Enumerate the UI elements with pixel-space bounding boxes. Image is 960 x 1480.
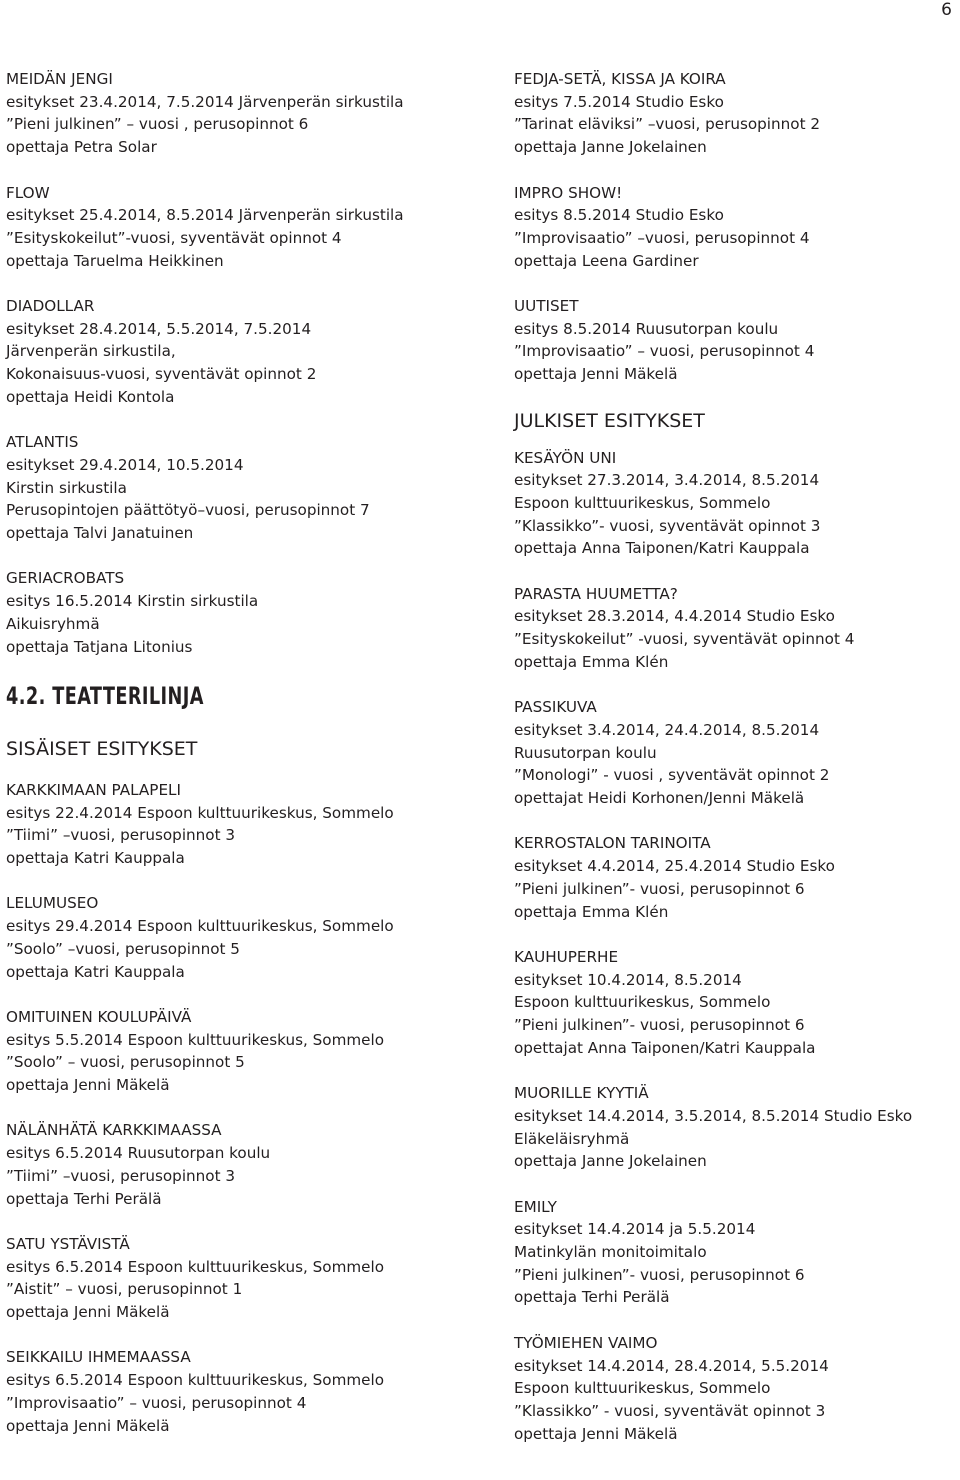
performance-detail-line: opettaja Terhi Perälä	[514, 1288, 670, 1307]
performance-title: MEIDÄN JENGI	[6, 70, 113, 88]
performance-detail-line: opettaja Jenni Mäkelä	[514, 365, 678, 384]
performance-title: PASSIKUVA	[514, 698, 597, 717]
performance-detail-line: ”Esityskokeilut”-vuosi, syventävät opinnot 4	[6, 228, 342, 247]
performance-entry	[514, 295, 954, 386]
performance-detail-line: Espoon kulttuurikeskus, Sommelo	[514, 993, 771, 1012]
performance-entry	[6, 1346, 496, 1437]
performance-detail-line: esitys 6.5.2014 Ruusutorpan koulu	[6, 1144, 271, 1163]
performance-detail-line: esitykset 28.3.2014, 4.4.2014 Studio Esko	[514, 607, 835, 626]
performance-detail-line: ”Pieni julkinen” – vuosi , perusopinnot 6	[6, 115, 309, 134]
performance-detail-line: ”Klassikko”- vuosi, syventävät opinnot 3	[514, 516, 821, 535]
performance-detail-line: esitykset 29.4.2014, 10.5.2014	[6, 455, 244, 474]
performance-detail-line: Kirstin sirkustila	[6, 478, 127, 497]
performance-entry	[6, 68, 496, 159]
performance-detail-line: opettaja Jenni Mäkelä	[514, 1424, 678, 1443]
performance-entry	[514, 1196, 954, 1310]
sisaiset-heading: SISÄISET ESITYKSET	[6, 737, 198, 760]
right-column	[514, 68, 954, 1468]
performance-detail-line: opettaja Jenni Mäkelä	[6, 1303, 170, 1322]
performance-detail-line: Kokonaisuus-vuosi, syventävät opinnot 2	[6, 365, 317, 384]
performance-title: IMPRO SHOW!	[514, 183, 623, 202]
performance-title: FEDJA-SETÄ, KISSA JA KOIRA	[514, 70, 726, 88]
performance-entry	[514, 946, 954, 1060]
performance-entry	[514, 182, 954, 273]
performance-detail-line: esitys 22.4.2014 Espoon kulttuurikeskus, Sommelo	[6, 803, 394, 822]
performance-detail-line: opettaja Janne Jokelainen	[514, 1152, 707, 1171]
performance-title: KAUHUPERHE	[514, 947, 619, 966]
performance-entry	[514, 696, 954, 810]
performance-detail-line: opettaja Terhi Perälä	[6, 1189, 162, 1208]
performance-detail-line: opettaja Heidi Kontola	[6, 387, 175, 406]
performance-detail-line: esitys 7.5.2014 Studio Esko	[514, 92, 724, 111]
performance-detail-line: ”Tiimi” –vuosi, perusopinnot 3	[6, 1166, 236, 1185]
performance-detail-line: esitykset 10.4.2014, 8.5.2014	[514, 970, 742, 989]
performance-detail-line: Aikuisryhmä	[6, 614, 100, 633]
performance-entry	[514, 1082, 954, 1173]
performance-detail-line: opettaja Talvi Janatuinen	[6, 524, 194, 543]
performance-detail-line: opettaja Tatjana Litonius	[6, 637, 193, 656]
performance-entry	[6, 567, 496, 658]
performance-entry	[514, 832, 954, 923]
performance-entry	[514, 583, 954, 674]
performance-title: OMITUINEN KOULUPÄIVÄ	[6, 1007, 192, 1026]
performance-entry	[6, 431, 496, 545]
performance-title: SATU YSTÄVISTÄ	[6, 1234, 130, 1253]
performance-detail-line: esitykset 14.4.2014, 28.4.2014, 5.5.2014	[514, 1356, 829, 1375]
performance-detail-line: ”Improvisaatio” – vuosi, perusopinnot 4	[6, 1393, 307, 1412]
performance-title: KESÄYÖN UNI	[514, 448, 617, 467]
performance-detail-line: Järvenperän sirkustila,	[6, 342, 176, 361]
performance-detail-line: opettaja Leena Gardiner	[514, 251, 699, 270]
left-column	[6, 68, 496, 1460]
performance-detail-line: opettaja Jenni Mäkelä	[6, 1076, 170, 1095]
performance-detail-line: opettaja Taruelma Heikkinen	[6, 251, 224, 270]
performance-detail-line: opettaja Jenni Mäkelä	[6, 1416, 170, 1435]
performance-detail-line: esitykset 27.3.2014, 3.4.2014, 8.5.2014	[514, 471, 820, 490]
performance-detail-line: opettaja Katri Kauppala	[6, 849, 185, 868]
performance-entry	[6, 182, 496, 273]
performance-title: KARKKIMAAN PALAPELI	[6, 780, 181, 799]
performance-title: ATLANTIS	[6, 433, 79, 452]
performance-detail-line: Eläkeläisryhmä	[514, 1129, 630, 1148]
performance-detail-line: ”Soolo” – vuosi, perusopinnot 5	[6, 1053, 245, 1072]
performance-detail-line: esitys 8.5.2014 Studio Esko	[514, 206, 724, 225]
performance-detail-line: esitys 5.5.2014 Espoon kulttuurikeskus, Sommelo	[6, 1030, 385, 1049]
performance-detail-line: esitykset 4.4.2014, 25.4.2014 Studio Esko	[514, 857, 835, 876]
performance-detail-line: esitykset 14.4.2014 ja 5.5.2014	[514, 1220, 756, 1239]
performance-detail-line: ”Tarinat eläviksi” –vuosi, perusopinnot 2	[514, 115, 821, 134]
performance-detail-line: opettaja Emma Klén	[514, 902, 669, 921]
performance-detail-line: esitykset 3.4.2014, 24.4.2014, 8.5.2014	[514, 720, 820, 739]
performance-title: PARASTA HUUMETTA?	[514, 584, 678, 603]
performance-detail-line: esitys 6.5.2014 Espoon kulttuurikeskus, Sommelo	[6, 1257, 385, 1276]
performance-detail-line: ”Esityskokeilut” -vuosi, syventävät opinnot 4	[514, 630, 855, 649]
performance-detail-line: esitykset 28.4.2014, 5.5.2014, 7.5.2014	[6, 319, 312, 338]
performance-detail-line: ”Pieni julkinen”- vuosi, perusopinnot 6	[514, 879, 805, 898]
performance-detail-line: ”Pieni julkinen”- vuosi, perusopinnot 6	[514, 1016, 805, 1035]
performance-title: TYÖMIEHEN VAIMO	[514, 1333, 658, 1352]
performance-detail-line: opettaja Anna Taiponen/Katri Kauppala	[514, 539, 810, 558]
performance-entry	[514, 447, 954, 561]
right-entries-bottom	[514, 447, 954, 1446]
performance-detail-line: opettaja Petra Solar	[6, 138, 157, 157]
performance-detail-line: opettajat Anna Taiponen/Katri Kauppala	[514, 1038, 816, 1057]
performance-detail-line: opettaja Janne Jokelainen	[514, 138, 707, 157]
performance-entry	[514, 68, 954, 159]
performance-detail-line: ”Improvisaatio” – vuosi, perusopinnot 4	[514, 342, 815, 361]
performance-detail-line: esitykset 25.4.2014, 8.5.2014 Järvenperän sirkustila	[6, 206, 404, 225]
performance-detail-line: ”Pieni julkinen”- vuosi, perusopinnot 6	[514, 1265, 805, 1284]
performance-detail-line: esitykset 23.4.2014, 7.5.2014 Järvenperän sirkustila	[6, 92, 404, 111]
page-number: 6	[941, 0, 952, 20]
performance-detail-line: Espoon kulttuurikeskus, Sommelo	[514, 493, 771, 512]
performance-title: GERIACROBATS	[6, 569, 125, 588]
performance-entry	[6, 892, 496, 983]
performance-detail-line: ”Improvisaatio” –vuosi, perusopinnot 4	[514, 228, 810, 247]
performance-title: KERROSTALON TARINOITA	[514, 834, 711, 853]
performance-detail-line: Perusopintojen päättötyö–vuosi, perusopinnot 7	[6, 501, 370, 520]
performance-detail-line: Espoon kulttuurikeskus, Sommelo	[514, 1379, 771, 1398]
performance-detail-line: opettaja Emma Klén	[514, 652, 669, 671]
performance-detail-line: esitys 29.4.2014 Espoon kulttuurikeskus, Sommelo	[6, 917, 394, 936]
performance-title: UUTISET	[514, 297, 579, 315]
performance-detail-line: opettaja Katri Kauppala	[6, 962, 185, 981]
performance-detail-line: Ruusutorpan koulu	[514, 743, 657, 762]
performance-detail-line: ”Tiimi” –vuosi, perusopinnot 3	[6, 826, 236, 845]
julkiset-heading: JULKISET ESITYKSET	[514, 409, 705, 432]
performance-title: DIADOLLAR	[6, 297, 95, 315]
performance-title: FLOW	[6, 183, 50, 202]
performance-detail-line: opettajat Heidi Korhonen/Jenni Mäkelä	[514, 789, 805, 808]
performance-detail-line: esitys 16.5.2014 Kirstin sirkustila	[6, 592, 259, 611]
performance-entry	[514, 1332, 954, 1446]
performance-entry	[6, 1233, 496, 1324]
performance-detail-line: esitys 8.5.2014 Ruusutorpan koulu	[514, 319, 779, 338]
performance-detail-line: ”Soolo” –vuosi, perusopinnot 5	[6, 939, 240, 958]
performance-title: NÄLÄNHÄTÄ KARKKIMAASSA	[6, 1121, 222, 1140]
left-entries-top	[6, 68, 496, 658]
right-entries-top	[514, 68, 954, 386]
performance-detail-line: ”Klassikko” - vuosi, syventävät opinnot 3	[514, 1401, 826, 1420]
performance-entry	[6, 779, 496, 870]
performance-entry	[6, 295, 496, 409]
performance-detail-line: Matinkylän monitoimitalo	[514, 1243, 707, 1262]
performance-detail-line: esitykset 14.4.2014, 3.5.2014, 8.5.2014 Studio Esko	[514, 1106, 913, 1125]
performance-entry	[6, 1006, 496, 1097]
performance-detail-line: ”Monologi” - vuosi , syventävät opinnot 2	[514, 766, 830, 785]
performance-detail-line: esitys 6.5.2014 Espoon kulttuurikeskus, Sommelo	[6, 1371, 385, 1390]
performance-title: MUORILLE KYYTIÄ	[514, 1084, 649, 1103]
left-entries-bottom	[6, 779, 496, 1437]
performance-entry	[6, 1119, 496, 1210]
performance-detail-line: ”Aistit” – vuosi, perusopinnot 1	[6, 1280, 243, 1299]
performance-title: LELUMUSEO	[6, 894, 99, 913]
performance-title: SEIKKAILU IHMEMAASSA	[6, 1348, 191, 1367]
performance-title: EMILY	[514, 1197, 557, 1216]
section-heading: 4.2. TEATTERILINJA	[6, 681, 204, 710]
